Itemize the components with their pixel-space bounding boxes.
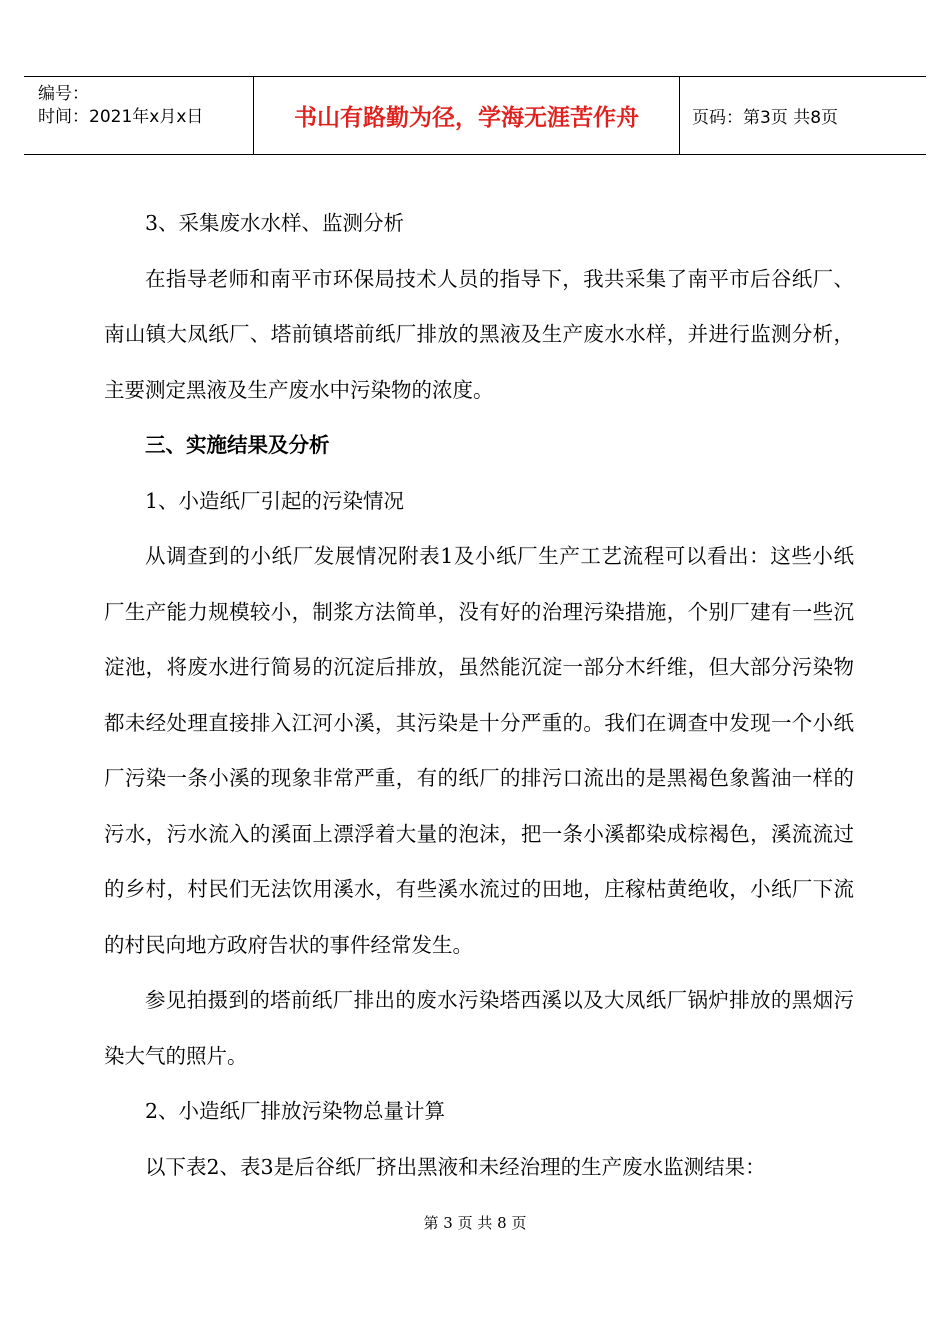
- code-label: 编号：: [38, 84, 89, 104]
- header-meta: [24, 77, 254, 154]
- paragraph: 在指导老师和南平市环保局技术人员的指导下，我共采集了南平市后谷纸厂、南山镇大凤纸厂、塔前镇塔前纸厂排放的黑液及生产废水水样，并进行监测分析，主要测定黑液及生产废水中污染物的浓度。: [104, 266, 854, 402]
- section-heading: 三、实施结果及分析: [145, 433, 330, 457]
- paragraph: 从调查到的小纸厂发展情况附表1及小纸厂生产工艺流程可以看出：这些小纸厂生产能力规模较小，制浆方法简单，没有好的治理污染措施，个别厂建有一些沉淀池，将废水进行简易的沉淀后排放，虽然能沉淀一部分木纤维，但大部分污染物都未经处理直接排入江河小溪，其污染是十分严重的。我们在调查中发现一个小纸厂污染一条小溪的现象非常严重，有的纸厂的排污口流出的是黑褐色象酱油一样的污水，污水流入的溪面上漂浮着大量的泡沫，把一条小溪都染成棕褐色，溪流流过的乡村，村民们无法饮用溪水，有些溪水流过的田地，庄稼枯黄绝收，小纸厂下流的村民向地方政府告状的事件经常发生。: [104, 544, 854, 957]
- header-motto: 书山有路勤为径，学海无涯苦作舟: [254, 77, 680, 154]
- paragraph: 参见拍摄到的塔前纸厂排出的废水污染塔西溪以及大凤纸厂锅炉排放的黑烟污染大气的照片。: [104, 988, 854, 1068]
- page-header: [24, 76, 926, 155]
- paragraph: 1、小造纸厂引起的污染情况: [145, 488, 405, 513]
- paragraph: 2、小造纸厂排放污染物总量计算: [145, 1099, 446, 1123]
- header-page-info: 页码：第3页 共8页: [692, 108, 839, 128]
- time-label: 时间：2021年x月x日: [38, 107, 204, 127]
- paragraph: 以下表2、表3是后谷纸厂挤出黑液和未经治理的生产废水监测结果：: [145, 1154, 766, 1179]
- page-footer: 第 3 页 共 8 页: [423, 1214, 527, 1232]
- paragraph: 3、采集废水水样、监测分析: [145, 211, 405, 235]
- document-body: [104, 196, 854, 1195]
